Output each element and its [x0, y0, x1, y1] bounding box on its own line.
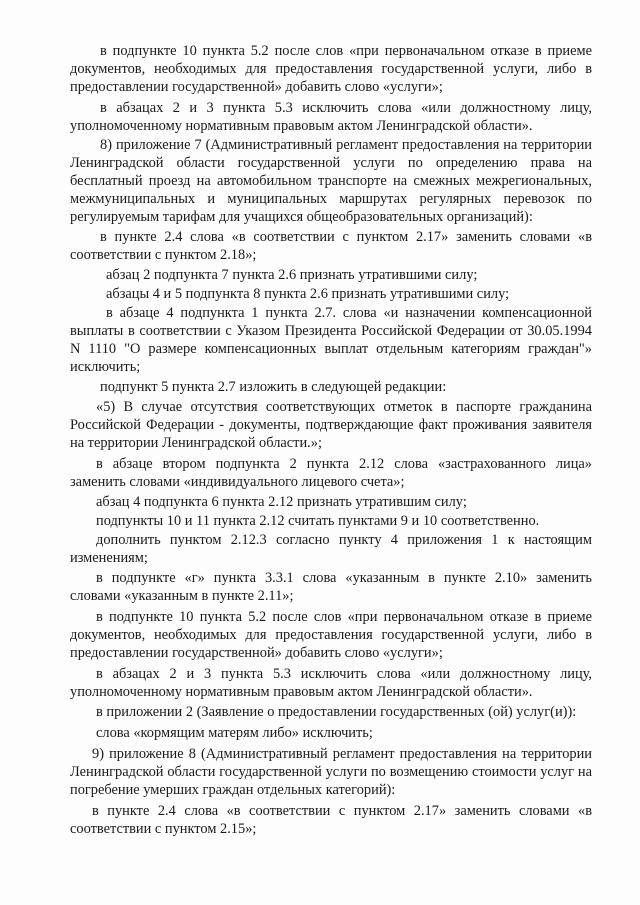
text-line: 8) приложение 7 (Административный регламент предоставления на территории	[100, 137, 592, 153]
text-line: на территории Ленинградской области.»;	[70, 435, 322, 451]
text-line: соответствии с пунктом 2.15»;	[70, 821, 257, 837]
text-line: N 1110 "О размере компенсационных выплат отдельным категориям граждан"»	[70, 341, 592, 357]
text-line: абзац 4 подпункта 6 пункта 2.12 признать утратившим силу;	[96, 494, 467, 510]
text-line: 9) приложение 8 (Административный регламент предоставления на территории	[92, 746, 592, 762]
text-line: в абзацах 2 и 3 пункта 5.3 исключить слова «или должностному лицу,	[96, 666, 592, 682]
text-line: подпункт 5 пункта 2.7 изложить в следующей редакции:	[100, 379, 447, 395]
text-line: в абзацах 2 и 3 пункта 5.3 исключить слова «или должностному лицу,	[100, 100, 592, 116]
text-line: бесплатный проезд на автомобильном транспорте на смежных межрегиональных,	[70, 173, 592, 189]
text-line: Ленинградской области государственной услуги по определению права на	[70, 155, 592, 171]
text-line: в абзаце втором подпункта 2 пункта 2.12 слова «застрахованного лица»	[96, 456, 592, 472]
text-line: изменениям;	[70, 550, 148, 566]
text-line: предоставлении государственной» добавить слово «услуги»;	[70, 645, 443, 661]
text-line: в подпункте 10 пункта 5.2 после слов «при первоначальном отказе в приеме	[96, 609, 592, 625]
text-line: в абзаце 4 подпункта 1 пункта 2.7. слова «и назначении компенсационной	[106, 305, 592, 321]
text-line: подпункты 10 и 11 пункта 2.12 считать пунктами 9 и 10 соответственно.	[96, 513, 540, 529]
text-line: межмуниципальных и муниципальных маршрутах регулярных перевозок по	[70, 191, 592, 207]
text-line: документов, необходимых для предоставления государственной услуги, либо в	[70, 627, 592, 643]
text-line: документов, необходимых для предоставления государственной услуги, либо в	[70, 61, 592, 77]
text-line: в подпункте «г» пункта 3.3.1 слова «указанным в пункте 2.10» заменить	[96, 570, 592, 586]
text-line: словами «указанным в пункте 2.11»;	[70, 588, 294, 604]
text-line: выплаты в соответствии с Указом Президента Российской Федерации от 30.05.1994	[70, 323, 592, 339]
text-line: слова «кормящим матерям либо» исключить;	[96, 725, 373, 741]
text-line: «5) В случае отсутствия соответствующих отметок в паспорте гражданина	[96, 399, 592, 415]
text-line: погребение умерших граждан отдельных категорий):	[70, 782, 396, 798]
text-line: соответствии с пунктом 2.18»;	[70, 247, 257, 263]
text-line: уполномоченному нормативным правовым актом Ленинградской области».	[70, 118, 533, 134]
text-line: в приложении 2 (Заявление о предоставлении государственных (ой) услуг(и)):	[96, 704, 577, 720]
text-line: Российской Федерации - документы, подтверждающие факт проживания заявителя	[70, 417, 592, 433]
text-line: уполномоченному нормативным правовым актом Ленинградской области».	[70, 684, 533, 700]
text-line: абзац 2 подпункта 7 пункта 2.6 признать утратившими силу;	[106, 267, 478, 283]
text-line: заменить словами «индивидуального лицевого счета»;	[70, 474, 405, 490]
text-line: регулируемым тарифам для учащихся общеобразовательных организаций):	[70, 209, 533, 225]
text-line: в пункте 2.4 слова «в соответствии с пунктом 2.17» заменить словами «в	[100, 229, 592, 245]
text-line: в подпункте 10 пункта 5.2 после слов «при первоначальном отказе в приеме	[100, 43, 592, 59]
text-line: абзацы 4 и 5 подпункта 8 пункта 2.6 признать утратившими силу;	[106, 286, 510, 302]
text-line: исключить;	[70, 359, 141, 375]
text-line: в пункте 2.4 слова «в соответствии с пунктом 2.17» заменить словами «в	[92, 803, 592, 819]
text-line: предоставлении государственной» добавить слово «услуги»;	[70, 79, 443, 95]
text-line: Ленинградской области государственной услуги по возмещению стоимости услуг на	[70, 764, 592, 780]
text-line: дополнить пунктом 2.12.3 согласно пункту 4 приложения 1 к настоящим	[96, 532, 592, 548]
